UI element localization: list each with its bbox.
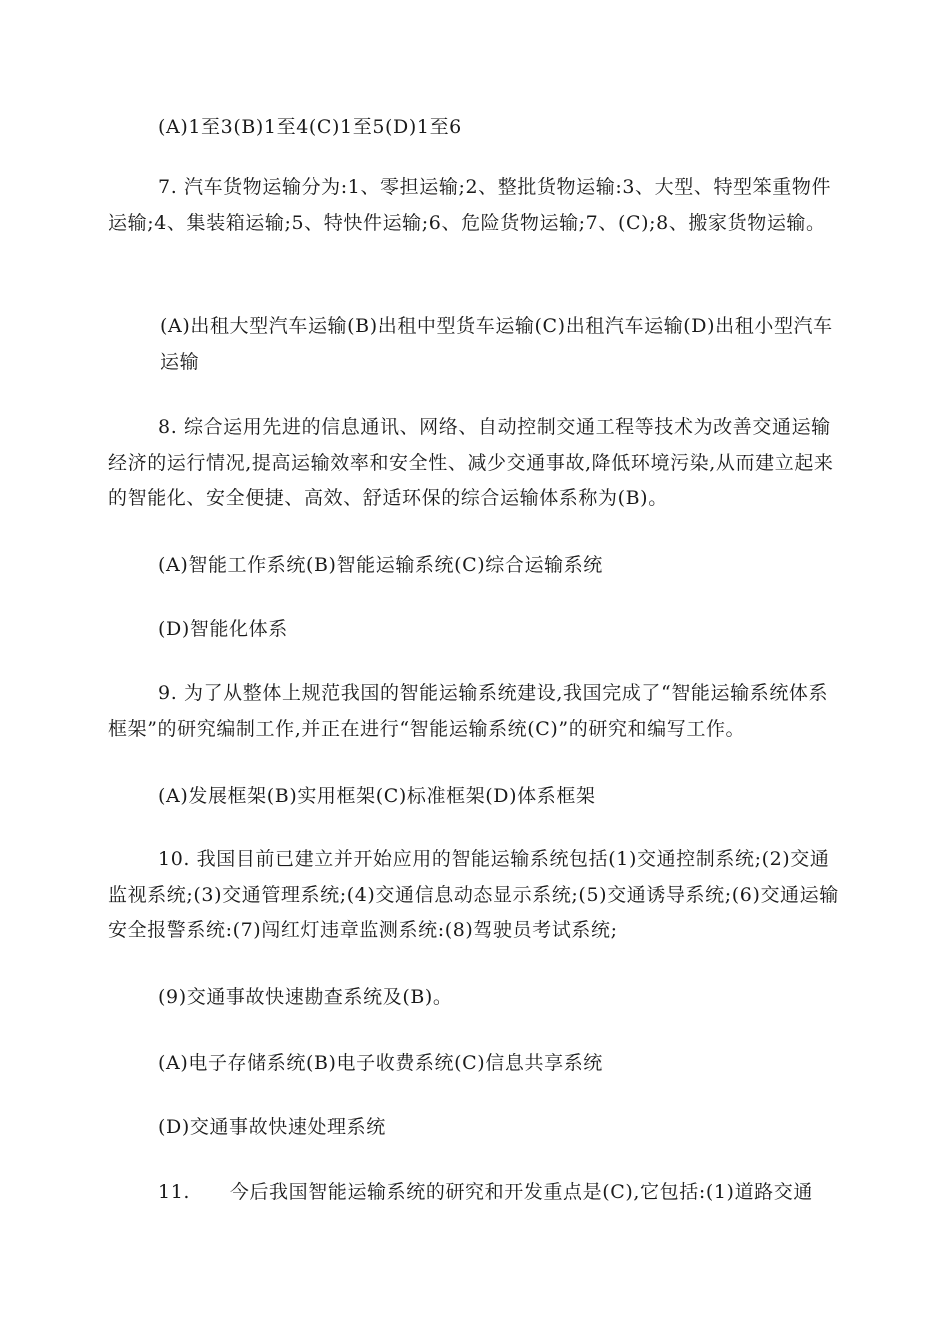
- question-9: 9. 为了从整体上规范我国的智能运输系统建设,我国完成了“智能运输系统体系框架”的研究编制工作,并正在进行“智能运输系统(C)”的研究和编写工作。: [108, 682, 829, 740]
- answer-options-q7: (A)出租大型汽车运输(B)出租中型货车运输(C)出租汽车运输(D)出租小型汽车运输: [160, 315, 833, 373]
- answer-option-q10-d: (D)交通事故快速处理系统: [158, 1116, 386, 1138]
- question-11: 11. 今后我国智能运输系统的研究和开发重点是(C),它包括:(1)道路交通: [158, 1181, 813, 1203]
- answer-options-q6: (A)1至3(B)1至4(C)1至5(D)1至6: [158, 116, 462, 138]
- answer-option-q8-d: (D)智能化体系: [158, 618, 288, 640]
- answer-options-q10-abc: (A)电子存储系统(B)电子收费系统(C)信息共享系统: [158, 1052, 603, 1074]
- question-10-continuation: (9)交通事故快速勘查系统及(B)。: [158, 986, 453, 1008]
- answer-options-q7-line: [160, 309, 840, 380]
- answer-options-q9: (A)发展框架(B)实用框架(C)标准框架(D)体系框架: [158, 785, 596, 807]
- question-10: 10. 我国目前已建立并开始应用的智能运输系统包括(1)交通控制系统;(2)交通监视系统;(3)交通管理系统;(4)交通信息动态显示系统;(5)交通诱导系统;(6)交通运输安全报警系统:(7)闯红灯违章监测系统:(8)驾驶员考试系统;: [108, 848, 839, 941]
- question-7: 7. 汽车货物运输分为:1、零担运输;2、整批货物运输:3、大型、特型笨重物件运输;4、集装箱运输;5、特快件运输;6、危险货物运输;7、(C);8、搬家货物运输。: [108, 176, 832, 234]
- question-8: 8. 综合运用先进的信息通讯、网络、自动控制交通工程等技术为改善交通运输经济的运行情况,提高运输效率和安全性、减少交通事故,降低环境污染,从而建立起来的智能化、安全便捷、高效、舒适环保的综合运输体系称为(B)。: [108, 416, 834, 509]
- answer-options-q8-abc: (A)智能工作系统(B)智能运输系统(C)综合运输系统: [158, 554, 603, 576]
